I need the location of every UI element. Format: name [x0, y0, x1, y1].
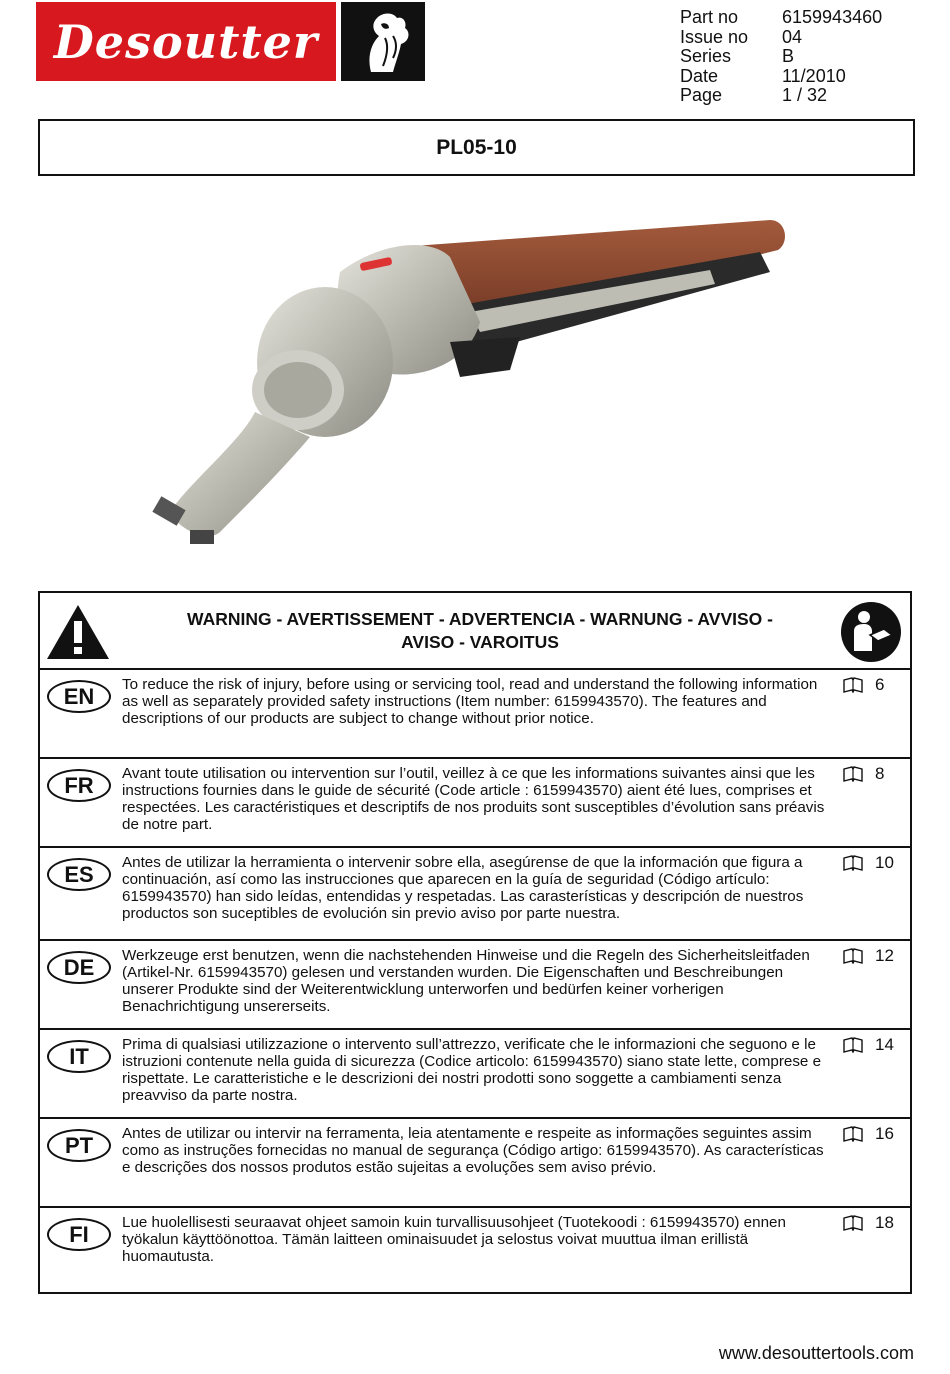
language-row-fr [40, 759, 910, 848]
language-row-de [40, 941, 910, 1030]
book-icon [843, 1215, 863, 1231]
language-text: Prima di qualsiasi utilizzazione o intervento sull’attrezzo, verificate che le informazioni che seguono e le istruzioni contenute nella guida di sicurezza (Codice articolo: 6159943570) siano state lette, comprese e rispettate. Le caratteristiche e le descrizioni dei nostri prodotti sono soggette a cambiamenti senza preavviso da parte nostra. [122, 1036, 822, 1104]
language-code: ES [47, 858, 111, 891]
language-code: DE [47, 951, 111, 984]
page-ref: 10 [843, 853, 894, 873]
book-icon [843, 948, 863, 964]
warning-header [40, 593, 910, 670]
language-code: FI [47, 1218, 111, 1251]
language-text: Avant toute utilisation ou intervention sur l’outil, veillez à ce que les informations suivantes ainsi que les instructions fournies dans le guide de sécurité (Code article : 6159943570) aient été lues, comprises et respectées. Les caractéristiques et descriptifs de nos produits sont susceptibles d’évolution sans préavis de notre part. [122, 765, 825, 833]
language-row-en [40, 670, 910, 759]
language-code: EN [47, 680, 111, 713]
page-ref: 18 [843, 1213, 894, 1233]
page-ref: 6 [843, 675, 884, 695]
language-text: To reduce the risk of injury, before using or servicing tool, read and understand the following information as well as separately provided safety instructions (Item number: 6159943570). The features and descriptions of our products are subject to change without prior notice. [122, 676, 818, 727]
warning-panel [38, 591, 912, 1294]
language-row-fi [40, 1208, 910, 1294]
language-code: FR [47, 769, 111, 802]
language-row-it [40, 1030, 910, 1119]
book-icon [843, 1037, 863, 1053]
page-ref: 16 [843, 1124, 894, 1144]
language-text: Lue huolellisesti seuraavat ohjeet samoin kuin turvallisuusohjeet (Tuotekoodi : 6159943570) ennen työkalun käyttöönottoa. Tämän laitteen ominaisuudet ja selostus voivat muuttua ilman erillistä huomautusta. [122, 1214, 786, 1265]
language-text: Antes de utilizar la herramienta o intervenir sobre ella, asegúrense de que la información que figura a continuación, así como las instrucciones que aparecen en la guía de seguridad (Código artículo: 6159943570) han sido leídas, entendidas y respetadas. Las carasterísticas y descripción de nuestros productos son suceptibles de evolución sin previo aviso por parte nuestra. [122, 854, 804, 922]
language-row-pt [40, 1119, 910, 1208]
language-code: PT [47, 1129, 111, 1162]
horse-emblem-icon [341, 2, 425, 81]
product-title: PL05-10 [38, 119, 915, 176]
book-icon [843, 766, 863, 782]
website-link[interactable]: www.desouttertools.com [718, 1343, 914, 1363]
brand-logo: Desoutter [36, 2, 336, 81]
book-icon [843, 677, 863, 693]
belt-sander-image [150, 212, 800, 552]
meta-row: Part no 6159943460 [680, 7, 883, 27]
meta-row: Date 11/2010 [680, 65, 846, 86]
page-ref: 8 [843, 764, 884, 784]
meta-row: Issue no 04 [680, 26, 803, 47]
page-ref: 12 [843, 946, 894, 966]
warning-triangle-icon [45, 603, 111, 661]
book-icon [843, 855, 863, 871]
book-icon [843, 1126, 863, 1142]
language-text: Werkzeuge erst benutzen, wenn die nachstehenden Hinweise und die Regeln des Sicherheitsleitfaden (Artikel-Nr. 6159943570) gelesen und verstanden wurden. Die Eigenschaften und Beschreibungen unserer Produkte sind der Weiterentwicklung unterworfen und bedürfen keiner vorherigen Benachrichtigung unsererseits. [122, 947, 810, 1015]
language-code: IT [47, 1040, 111, 1073]
language-row-es [40, 848, 910, 941]
language-text: Antes de utilizar ou intervir na ferramenta, leia atentamente e respeite as informações seguintes assim como as instruções fornecidas no manual de segurança (Código artigo: 6159943570). As características e descrições dos nossos produtos estão sujeitas a evoluções sem aviso prévio. [122, 1125, 824, 1176]
page-ref: 14 [843, 1035, 894, 1055]
meta-row: Series B [680, 46, 795, 66]
meta-row: Page 1 / 32 [680, 85, 828, 105]
warning-title: WARNING - AVERTISSEMENT - ADVERTENCIA - WARNUNG - AVVISO - AVISO - VAROITUS [187, 609, 773, 652]
read-manual-icon [840, 601, 902, 663]
document-meta [680, 8, 882, 106]
